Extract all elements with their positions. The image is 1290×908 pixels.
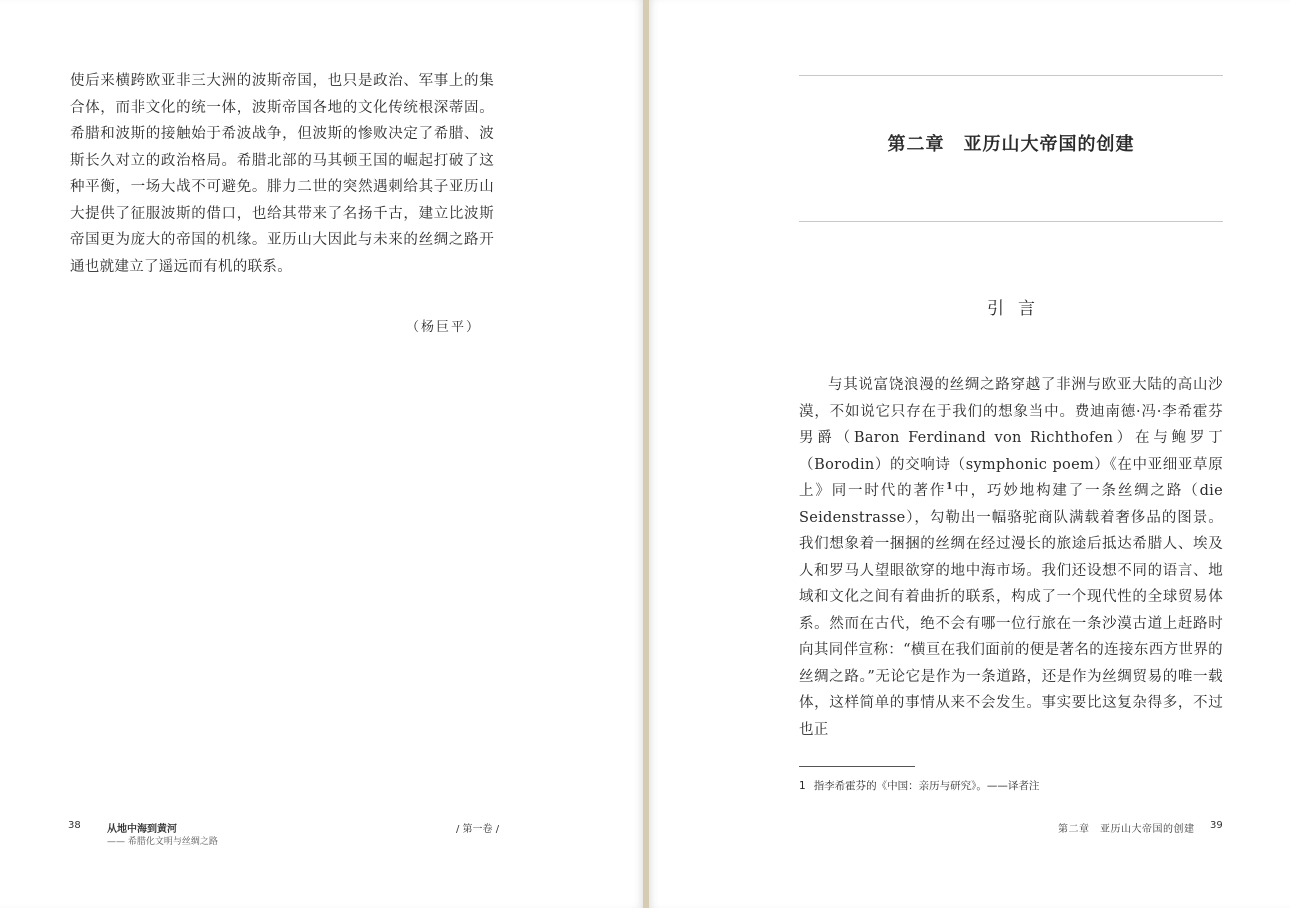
chapter-bottom-rule [799, 221, 1223, 222]
left-page [0, 0, 643, 908]
left-paragraph: 使后来横跨欧亚非三大洲的波斯帝国，也只是政治、军事上的集合体，而非文化的统一体，波斯帝国各地的文化传统根深蒂固。希腊和波斯的接触始于希波战争，但波斯的惨败决定了希腊、波斯长久对立的政治格局。希腊北部的马其顿王国的崛起打破了这种平衡，一场大战不可避免。腓力二世的突然遇刺给其子亚历山大提供了征服波斯的借口，也给其带来了名扬千古，建立比波斯帝国更为庞大的帝国的机缘。亚历山大因此与未来的丝绸之路开通也就建立了遥远而有机的联系。 [70, 73, 494, 275]
footnote-rule [799, 766, 915, 767]
chapter-title: 第二章 亚历山大帝国的创建 [887, 134, 1135, 155]
footnote-number: 1 [799, 780, 806, 792]
section-title: 引言 [987, 299, 1049, 319]
author-signature: （杨巨平） [406, 320, 482, 335]
intro-text-part-2: 中，巧妙地构建了一条丝绸之路（die Seidenstrasse），勾勒出一幅骆驼商队满载着奢侈品的图景。我们想象着一捆捆的丝绸在经过漫长的旅途后抵达希腊人、埃及人和罗马人望眼欲穿的地中海市场。我们还设想不同的语言、地域和文化之间有着曲折的联系，构成了一个现代性的全球贸易体系。然而在古代，绝不会有哪一位行旅在一条沙漠古道上赶路时向其同伴宣称：“横亘在我们面前的便是著名的连接东西方世界的丝绸之路。”无论它是作为一条道路，还是作为丝绸贸易的唯一载体，这样简单的事情从来不会发生。事实要比这复杂得多，不过也正 [799, 483, 1223, 738]
book-title: 从地中海到黄河 [107, 824, 177, 835]
footnote-text: 指李希霍芬的《中国：亲历与研究》。——译者注 [813, 780, 1040, 792]
chapter-top-rule [799, 75, 1223, 76]
right-page-number: 39 [1210, 820, 1223, 831]
right-page [649, 0, 1290, 908]
footnote [799, 778, 1039, 793]
right-body-text [799, 372, 1223, 743]
intro-text-part-1: 与其说富饶浪漫的丝绸之路穿越了非洲与欧亚大陆的高山沙漠，不如说它只存在于我们的想象当中。费迪南德·冯·李希霍芬男爵（Baron Ferdinand von Richthofen）在与鲍罗丁（Borodin）的交响诗（symphonic poem）《在中亚细亚草原上》同一时代的著作 [799, 377, 1223, 499]
intro-paragraph [799, 372, 1223, 743]
volume-label: / 第一卷 / [456, 824, 500, 835]
footnote-reference[interactable]: 1 [946, 482, 953, 493]
left-body-text [70, 68, 494, 280]
book-subtitle: —— 希腊化文明与丝绸之路 [107, 837, 218, 847]
left-page-number: 38 [68, 820, 81, 831]
running-head: 第二章 亚历山大帝国的创建 [1058, 824, 1195, 835]
